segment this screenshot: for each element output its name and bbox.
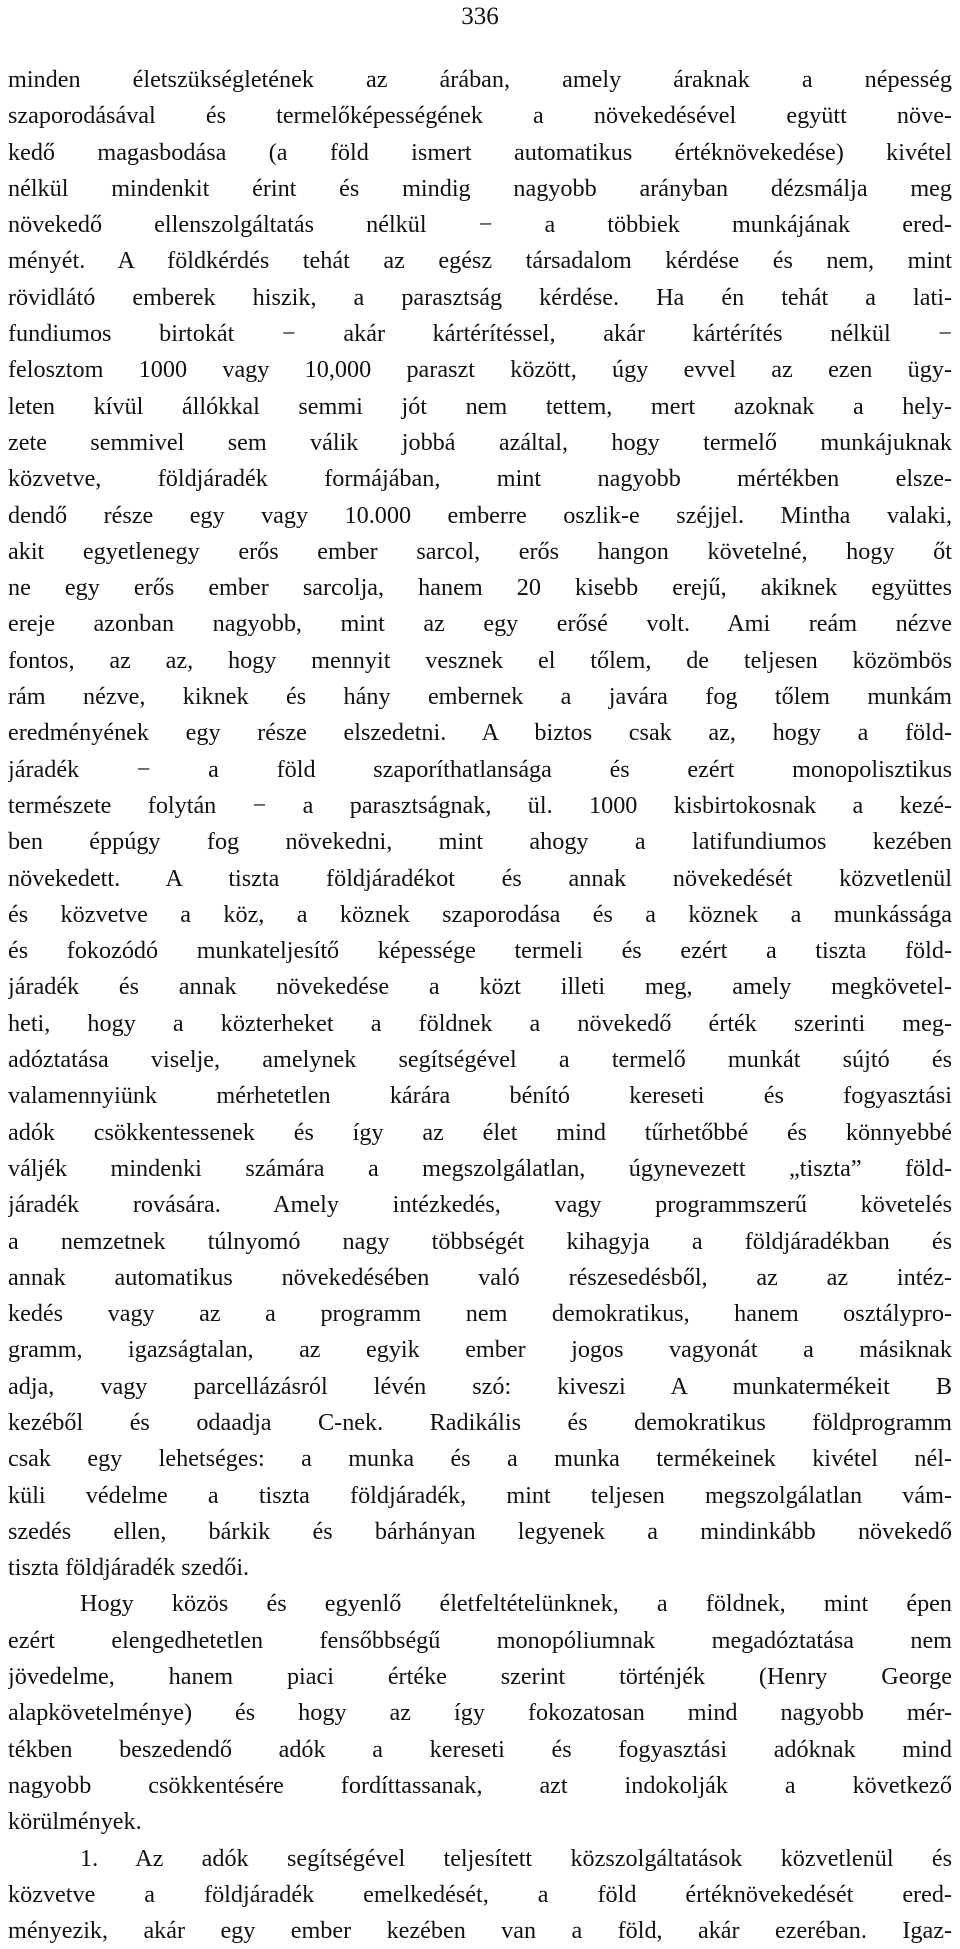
page-number: 336 [461,3,499,30]
text-line: nélkül mindenkit érint és mindig nagyobb arányban dézsmálja meg [8,174,952,202]
text-line: felosztom 1000 vagy 10,000 paraszt között, úgy evvel az ezen ügy- [8,356,952,384]
text-line: alapkövetelménye) és hogy az így fokozatosan mind nagyobb mér- [8,1699,952,1727]
text-line: ezért elengedhetetlen fensőbbségű monopóliumnak megadóztatása nem [8,1626,952,1654]
text-line: adók csökkentessenek és így az élet mind tűrhetőbbé és könnyebbé [8,1118,952,1146]
text-line: nagyobb csökkentésére fordíttassanak, azt indokolják a következő [8,1771,952,1799]
text-line: jövedelme, hanem piaci értéke szerint történjék (Henry George [8,1663,952,1691]
text-line: küli védelme a tiszta földjáradék, mint teljesen megszolgálatlan vám- [8,1481,952,1509]
text-line: fundiumos birtokát − akár kártérítéssel, akár kártérítés nélkül − [8,320,952,348]
text-line: valamennyiünk mérhetetlen kárára bénító kereseti és fogyasztási [8,1082,952,1110]
text-line: ményét. A földkérdés tehát az egész társadalom kérdése és nem, mint [8,247,952,275]
text-line: minden életszükségletének az árában, amely áraknak a népesség [8,66,952,93]
text-line: ben éppúgy fog növekedni, mint ahogy a latifundiumos kezében [8,828,952,856]
text-line: szaporodásával és termelőképességének a növekedésével együtt növe- [8,102,952,130]
text-line: természete folytán − a parasztságnak, ül. 1000 kisbirtokosnak a kezé- [8,791,952,819]
text-line: rám nézve, kiknek és hány embernek a javára fog tőlem munkám [8,683,952,711]
text-line: ereje azonban nagyobb, mint az egy erősé volt. Ami reám nézve [8,610,952,638]
text-line: növekedett. A tiszta földjáradékot és annak növekedését közvetlenül [8,864,952,892]
text-line: kezéből és odaadja C-nek. Radikális és demokratikus földprogramm [8,1408,952,1436]
text-line: szedés ellen, bárkik és bárhányan legyenek a mindinkább növekedő [8,1517,952,1545]
text-line: járadék és annak növekedése a közt illeti meg, amely megkövetel- [8,973,952,1001]
text-line: rövidlátó emberek hiszik, a parasztság kérdése. Ha én tehát a lati- [8,283,952,311]
text-line: zete semmivel sem válik jobbá azáltal, hogy termelő munkájuknak [8,428,952,456]
text-line: kedő magasbodása (a föld ismert automatikus értéknövekedése) kivétel [8,138,952,166]
text-line: ményezik, akár egy ember kezében van a föld, akár ezeréban. Igaz- [8,1917,952,1945]
text-line: adja, vagy parcellázásról lévén szó: kiveszi A munkatermékeit B [8,1372,952,1400]
text-line: közvetve a földjáradék emelkedését, a föld értéknövekedését ered- [8,1880,952,1908]
text-line: gramm, igazságtalan, az egyik ember jogos vagyonát a másiknak [8,1336,952,1364]
text-line: körülmények. [8,1808,142,1836]
body-text [8,62,952,1949]
text-line: és fokozódó munkateljesítő képessége termeli és ezért a tiszta föld- [8,937,952,965]
text-line: eredményének egy része elszedetni. A biztos csak az, hogy a föld- [8,719,952,747]
text-line: dendő része egy vagy 10.000 emberre oszlik-e széjjel. Mintha valaki, [8,501,952,529]
text-line: járadék rovására. Amely intézkedés, vagy programmszerű követelés [8,1191,952,1219]
text-line: tékben beszedendő adók a kereseti és fogyasztási adóknak mind [8,1735,952,1763]
text-line: 1. Az adók segítségével teljesített közszolgáltatások közvetlenül és [80,1844,952,1872]
text-line: fontos, az az, hogy mennyit vesznek el tőlem, de teljesen közömbös [8,646,952,674]
text-line: járadék − a föld szaporíthatlansága és ezért monopolisztikus [8,755,952,783]
text-line: ne egy erős ember sarcolja, hanem 20 kisebb erejű, akiknek együttes [8,574,952,602]
text-line: Hogy közös és egyenlő életfeltételünknek, a földnek, mint épen [80,1590,952,1618]
text-line: kedés vagy az a programm nem demokratikus, hanem osztálypro- [8,1300,952,1328]
text-line: annak automatikus növekedésében való részesedésből, az az intéz- [8,1263,952,1291]
text-line: és közvetve a köz, a köznek szaporodása és a köznek a munkássága [8,900,952,928]
text-line: heti, hogy a közterheket a földnek a növekedő érték szerinti meg- [8,1009,952,1037]
text-line: leten kívül állókkal semmi jót nem tettem, mert azoknak a hely- [8,392,952,420]
text-line: váljék mindenki számára a megszolgálatlan, úgynevezett „tiszta” föld- [8,1154,952,1182]
text-line: a nemzetnek túlnyomó nagy többségét kihagyja a földjáradékban és [8,1227,952,1255]
text-line: növekedő ellenszolgáltatás nélkül − a többiek munkájának ered- [8,211,952,239]
text-line: közvetve, földjáradék formájában, mint nagyobb mértékben elsze- [8,465,952,493]
text-line: akit egyetlenegy erős ember sarcol, erős hangon követelné, hogy őt [8,537,952,565]
text-line: csak egy lehetséges: a munka és a munka termékeinek kivétel nél- [8,1445,952,1473]
text-line: tiszta földjáradék szedői. [8,1554,250,1582]
text-line: adóztatása viselje, amelynek segítségével a termelő munkát sújtó és [8,1046,952,1074]
